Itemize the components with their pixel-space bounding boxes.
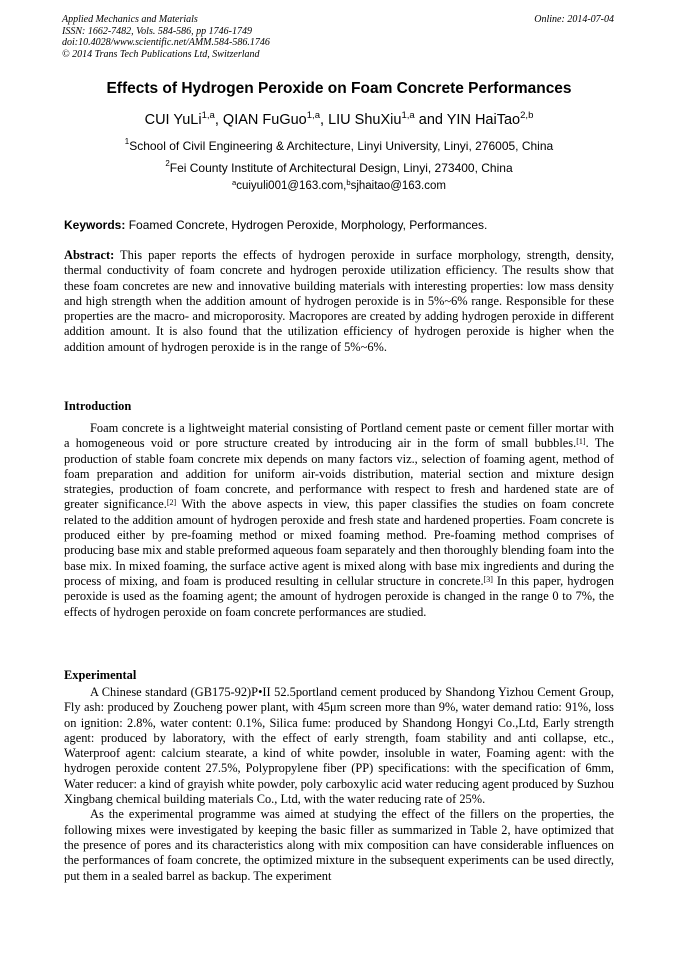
doi-line: doi:10.4028/www.scientific.net/AMM.584-586.1746 [62,37,270,48]
intro-text: In this paper, hydrogen peroxide is used as the foaming agent; the amount of hydrogen peroxide is changed in the range 0 to 7%, the effects of hydrogen peroxide on foam concrete performances are studied. [64,573,614,619]
author-name: QIAN FuGuo [222,112,307,128]
issn-line: ISSN: 1662-7482, Vols. 584-586, pp 1746-1749 [62,25,252,37]
journal-name: Applied Mechanics and Materials [62,14,198,25]
introduction-body [64,421,614,620]
intro-text: Foam concrete is a lightweight material consisting of Portland cement paste or cement filler mortar with a homogeneous void or pore structure created by introducing air in the form of small bubbles. [64,421,614,451]
author-emails [0,180,678,192]
author-list [0,112,678,128]
section-heading-experimental: Experimental [64,668,137,682]
affiliation-mark: 2 [165,159,170,168]
citation-ref: [3] [483,574,493,584]
author-affil-mark: 1,a [201,110,215,121]
paper-title: Effects of Hydrogen Peroxide on Foam Concrete Performances [106,80,572,97]
copyright-line: © 2014 Trans Tech Publications Ltd, Switzerland [62,48,260,60]
online-date: Online: 2014-07-04 [534,14,614,25]
abstract-text: This paper reports the effects of hydrogen peroxide in surface morphology, strength, density, thermal conductivity of foam concrete and hydrogen peroxide utilization efficiency. The results show that these foam concretes are new and innovative building materials with interesting properties: low mass density and high strength when the addition amount of hydrogen peroxide is in 5%~6% range. Responsible for these properties are the macro- and microporosity. Macropores are created by adding hydrogen peroxide in different addition amount. It is also found that the utilization efficiency of hydrogen peroxide is higher when the addition amount of hydrogen peroxide is in the range of 5%~6%. [64,248,614,354]
abstract-label: Abstract: [64,248,115,262]
author-separator: , [320,112,329,128]
affiliation-1 [0,139,678,153]
abstract [64,248,614,355]
affiliation-2 [0,161,678,175]
keywords-label: Keywords: [64,218,126,232]
author-separator: , [214,112,223,128]
author-name: LIU ShuXiu [328,112,402,128]
keywords-text: Foamed Concrete, Hydrogen Peroxide, Morphology, Performances. [128,218,488,232]
keywords [64,218,616,232]
email-b: sjhaitao@163.com [350,180,446,192]
experimental-paragraph-1: A Chinese standard (GB175-92)P•II 52.5portland cement produced by Shandong Yizhou Cement Group, Fly ash: produced by Zoucheng power plant, with 45μm screen more than 9%, water demand ratio: 91%, loss on ignition: 2.8%, water content: 0.1%, Silica fume: produced by Shandong Hongyi Co.,Ltd, Early strength agent: produced by laboratory, with the effect of early strength, foam stability and anti collapse, etc., Waterproof agent: calcium stearate, a kind of white powder, insoluble in water, Foaming agent: with the hydrogen peroxide content 27.5%, Polypropylene fiber (PP) specifications: with the specification of 6mm, Water reducer: a kind of grayish white powder, poly carboxylic acid water reducing agent produced by Suzhou Xingbang chemical building materials Co., Ltd, with the water reducing rate of 25%. [64,685,614,807]
email-mark: b [346,178,351,187]
intro-text: . The production of stable foam concrete mix depends on many factors viz., selection of foaming agent, method of foam preparation and addition for uniform air-voids distribution, material section and mixture design strategies, production of foam concrete, and performance with respect to fresh and hardened state are of greater significance. [64,436,614,512]
author-affil-mark: 2,b [520,110,534,121]
affiliation-text: School of Civil Engineering & Architecture, Linyi University, Linyi, 276005, China [129,139,554,153]
affiliation-mark: 1 [124,137,130,146]
email-a: cuiyuli001@163.com, [236,180,347,192]
affiliation-text: Fei County Institute of Architectural Design, Linyi, 273400, China [169,161,513,175]
author-name: YIN HaiTao [446,112,521,128]
citation-ref: [2] [166,498,177,508]
intro-text: With the above aspects in view, this paper classifies the studies on foam concrete related to the addition amount of hydrogen peroxide and fresh state and hardened properties. Foam concrete is produced either by pre-foaming method or mixed foaming method. Pre-foaming method comprises of producing base mix and stable preformed aqueous foam separately and then thoroughly blending foam into the base mix. In mixed foaming, the surface active agent is mixed along with base mix ingredients and during the process of mixing, and foam is produced resulting in cellular structure in concrete. [64,497,615,588]
author-affil-mark: 1,a [401,110,415,121]
experimental-body [64,685,614,884]
author-name: CUI YuLi [144,112,202,128]
experimental-paragraph-2: As the experimental programme was aimed at studying the effect of the fillers on the properties, the following mixes were investigated by keeping the basic filler as summarized in Table 2, have optimized that the presence of pores and its characteristics along with mix composition can have considerable influences on the performances of foam concrete, the optimized mixture in the subsequent experiments can be used directly, put them in a sealed barrel as backup. The experiment [64,807,614,883]
author-and: and [414,112,447,128]
email-mark: a [232,178,237,187]
citation-ref: [1] [576,437,586,447]
journal-header [62,14,270,60]
section-heading-introduction: Introduction [64,399,132,413]
author-affil-mark: 1,a [306,110,321,121]
